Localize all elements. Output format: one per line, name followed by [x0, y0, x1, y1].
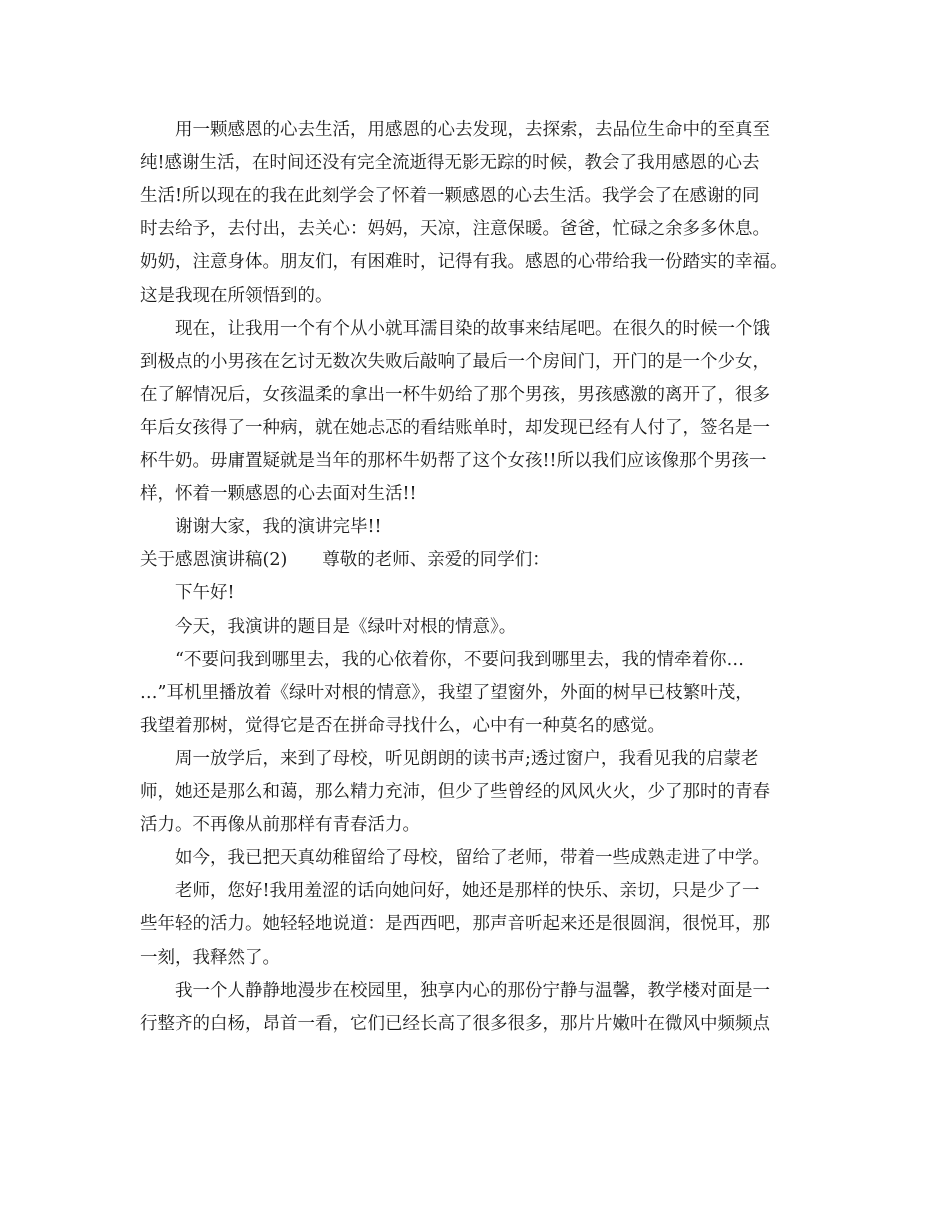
- paragraph-line: 时去给予，去付出，去关心：妈妈，天凉，注意保暖。爸爸，忙碌之余多多休息。: [140, 219, 770, 240]
- paragraph-first-line: 下午好!: [175, 583, 235, 604]
- paragraph-first-line: 谢谢大家，我的演讲完毕!!: [175, 517, 382, 538]
- paragraph-line: 我望着那树，觉得它是否在拼命寻找什么，心中有一种莫名的感觉。: [140, 715, 665, 736]
- paragraph-first-line: 如今，我已把天真幼稚留给了母校，留给了老师，带着一些成熟走进了中学。: [175, 848, 770, 869]
- paragraph-first-line: 周一放学后，来到了母校，听见朗朗的读书声;透过窗户，我看见我的启蒙老: [175, 748, 759, 769]
- paragraph-line: 奶奶，注意身体。朋友们，有困难时，记得有我。感恩的心带给我一份踏实的幸福。: [140, 252, 788, 273]
- paragraph-line: 活力。不再像从前那样有青春活力。: [140, 815, 420, 836]
- paragraph-first-line: 我一个人静静地漫步在校园里，独享内心的那份宁静与温馨，教学楼对面是一: [175, 980, 770, 1001]
- paragraph-first-line: 用一颗感恩的心去生活，用感恩的心去发现，去探索，去品位生命中的至真至: [175, 120, 770, 140]
- paragraph-line: 纯!感谢生活，在时间还没有完全流逝得无影无踪的时候，教会了我用感恩的心去: [140, 153, 760, 174]
- paragraph-line: 年后女孩得了一种病，就在她忐忑的看结账单时，却发现已经有人付了，签名是一: [140, 417, 770, 438]
- paragraph-line: …”耳机里播放着《绿叶对根的情意》，我望了望窗外，外面的树早已枝繁叶茂，: [140, 682, 753, 703]
- paragraph-line: 这是我现在所领悟到的。: [140, 285, 333, 306]
- paragraph-line: 生活!所以现在的我在此刻学会了怀着一颗感恩的心去生活。我学会了在感谢的同: [140, 186, 760, 207]
- paragraph-line: 在了解情况后，女孩温柔的拿出一杯牛奶给了那个男孩，男孩感激的离开了，很多: [140, 384, 770, 405]
- paragraph-line: 杯牛奶。毋庸置疑就是当年的那杯牛奶帮了这个女孩!!所以我们应该像那个男孩一: [140, 451, 767, 471]
- paragraph-line: 行整齐的白杨，昂首一看，它们已经长高了很多很多，那片片嫩叶在微风中频频点: [140, 1013, 770, 1034]
- paragraph-line: 关于感恩演讲稿(2) 尊敬的老师、亲爱的同学们：: [140, 550, 550, 571]
- paragraph-first-line: 今天，我演讲的题目是《绿叶对根的情意》。: [175, 616, 517, 637]
- paragraph-line: 些年轻的活力。她轻轻地说道：是西西吧，那声音听起来还是很圆润，很悦耳，那: [140, 914, 770, 935]
- paragraph-first-line: “不要问我到哪里去，我的心依着你，不要问我到哪里去，我的情牵着你…: [175, 649, 744, 670]
- paragraph-line: 到极点的小男孩在乞讨无数次失败后敲响了最后一个房间门，开门的是一个少女，: [140, 351, 770, 372]
- paragraph-line: 样，怀着一颗感恩的心去面对生活!!: [140, 484, 417, 505]
- paragraph-first-line: 老师，您好!我用羞涩的话向她问好，她还是那样的快乐、亲切，只是少了一: [175, 881, 760, 902]
- paragraph-first-line: 现在，让我用一个有个从小就耳濡目染的故事来结尾吧。在很久的时候一个饿: [175, 318, 770, 339]
- paragraph-line: 一刻，我释然了。: [140, 947, 280, 968]
- paragraph-line: 师，她还是那么和蔼，那么精力充沛，但少了些曾经的风风火火，少了那时的青春: [140, 782, 770, 802]
